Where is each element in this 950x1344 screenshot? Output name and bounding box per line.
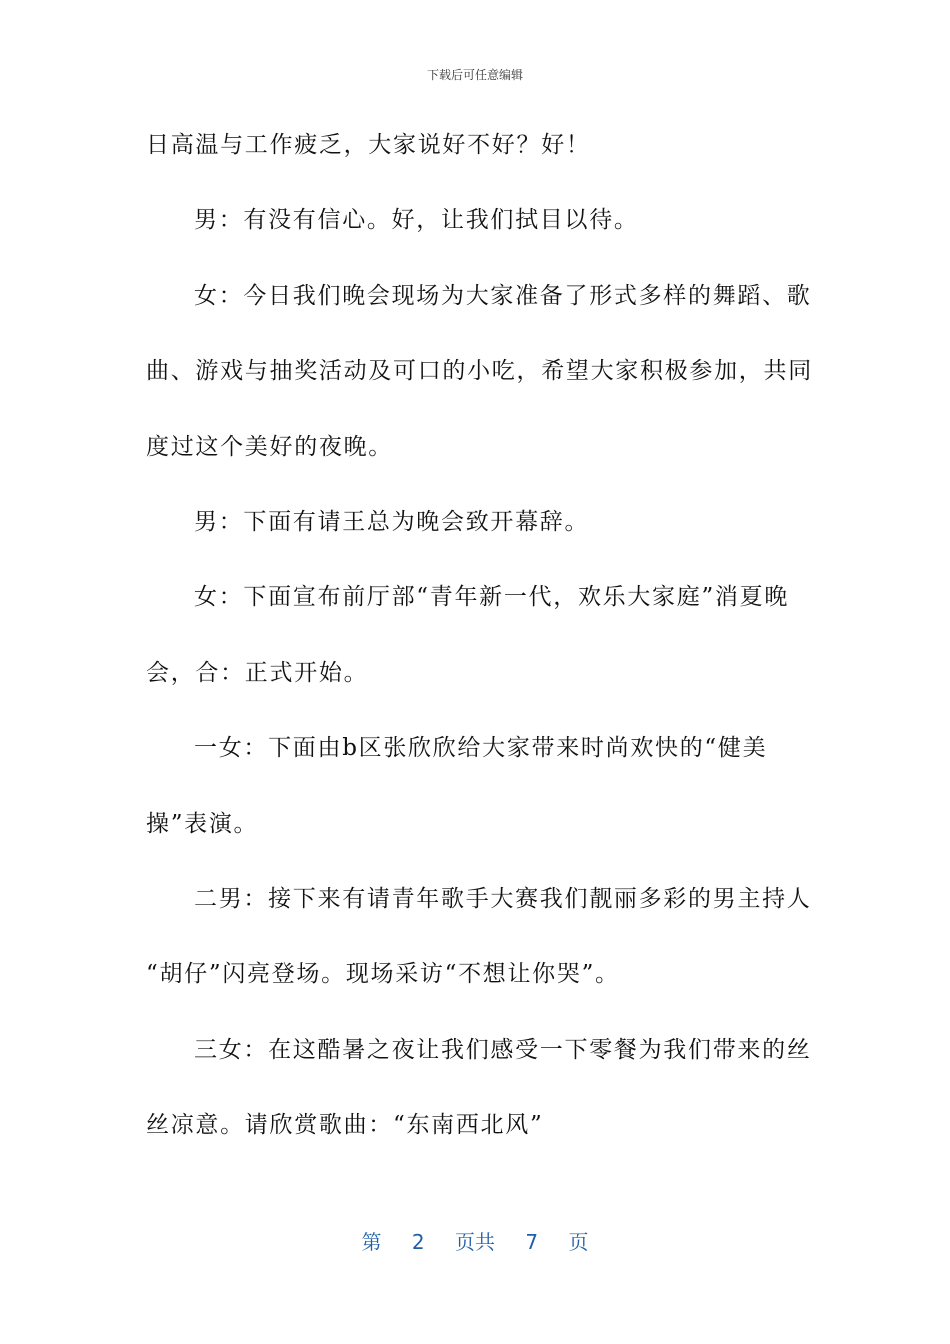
page-label-middle: 页共 (455, 1230, 495, 1254)
page-label-suffix: 页 (568, 1230, 589, 1254)
text-line: 操”表演。 (146, 810, 259, 837)
text-line: 男：下面有请王总为晚会致开幕辞。 (194, 508, 590, 535)
text-line: 丝凉意。请欣赏歌曲：“东南西北风” (146, 1112, 544, 1139)
text-line: 日高温与工作疲乏，大家说好不好？好！ (146, 132, 591, 158)
text-line: 三女：在这酷暑之夜让我们感受一下零餐为我们带来的丝 (194, 1036, 812, 1063)
text-line: 曲、游戏与抽奖活动及可口的小吃，希望大家积极参加，共同 (146, 358, 813, 385)
total-pages-number: 7 (525, 1230, 539, 1254)
current-page-number: 2 (411, 1230, 425, 1254)
text-line: 女：今日我们晚会现场为大家准备了形式多样的舞蹈、歌 (194, 282, 812, 309)
page-label-prefix: 第 (361, 1230, 382, 1254)
text-line: 度过这个美好的夜晚。 (146, 433, 393, 460)
header-note: 下载后可任意编辑 (426, 68, 523, 82)
text-line: 女：下面宣布前厅部“青年新一代，欢乐大家庭”消夏晚 (194, 584, 790, 611)
document-body (146, 122, 813, 1177)
text-line: 二男：接下来有请青年歌手大赛我们靓丽多彩的男主持人 (194, 885, 812, 912)
text-line: 会，合：正式开始。 (146, 659, 369, 686)
text-line: 一女：下面由b区张欣欣给大家带来时尚欢快的“健美 (194, 735, 768, 762)
text-line: 男：有没有信心。好，让我们拭目以待。 (194, 207, 639, 234)
text-line: “胡仔”闪亮登场。现场采访“不想让你哭”。 (146, 961, 620, 988)
page-number-footer (0, 1226, 950, 1255)
